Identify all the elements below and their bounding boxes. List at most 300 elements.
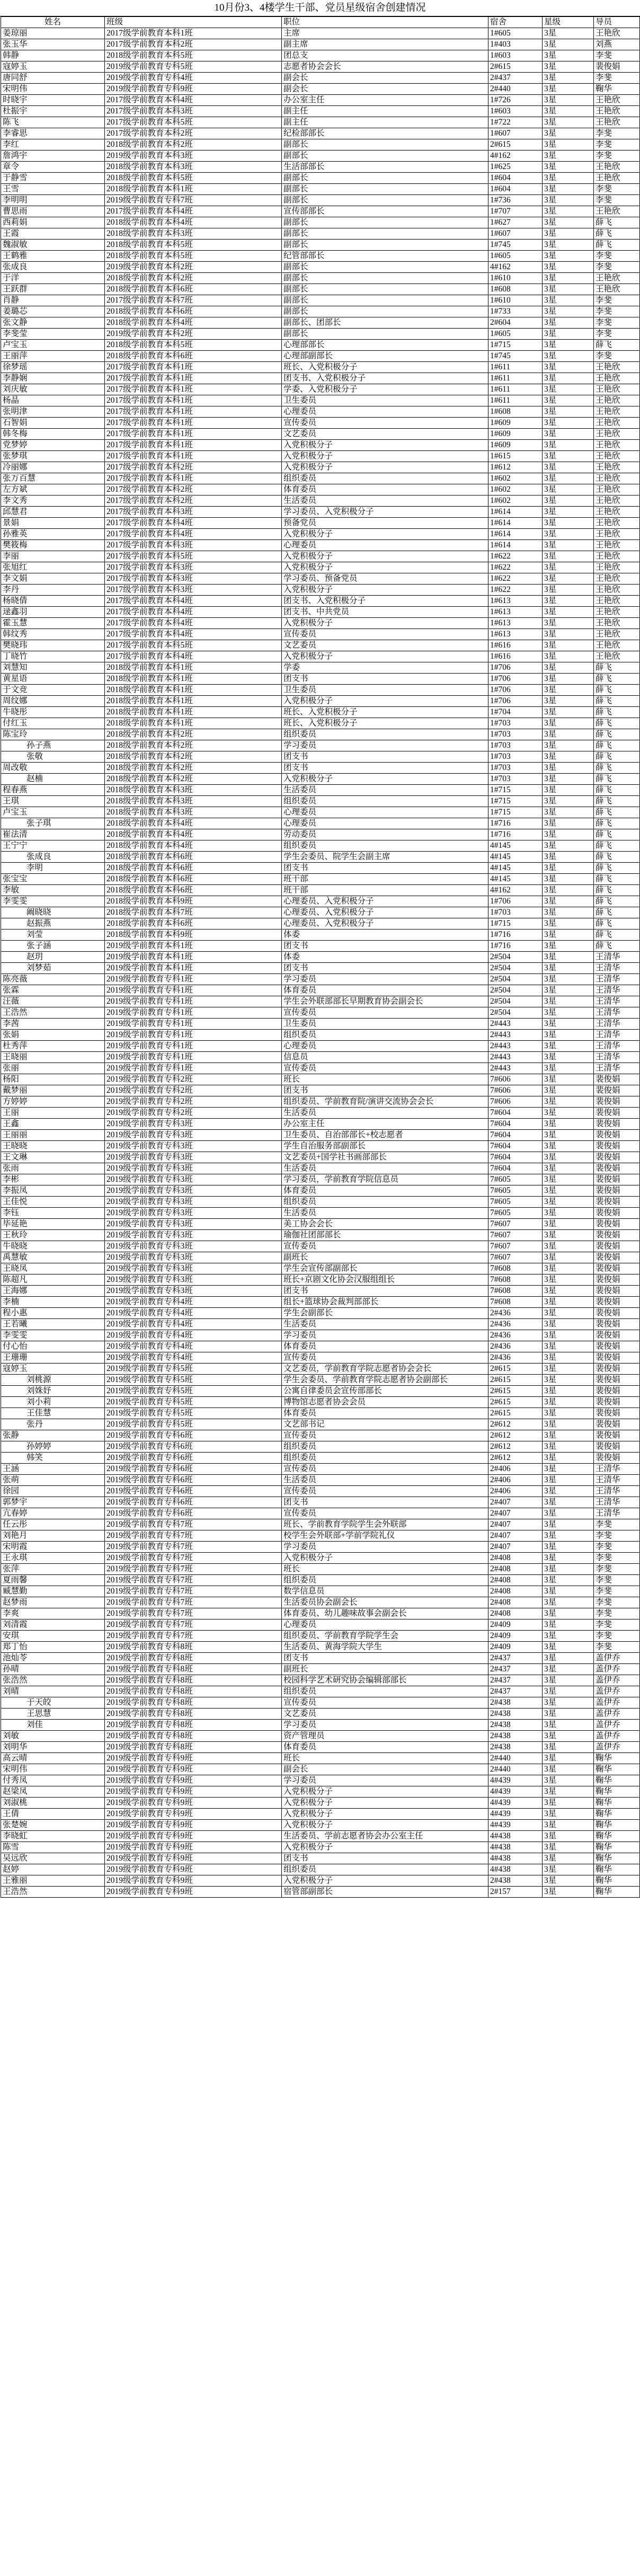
cell-dorm: 1#614 [488,518,543,529]
cell-class: 2019级学前教育专科4班 [105,73,282,84]
cell-dorm: 4#438 [488,1831,543,1842]
cell-name: 宋明霞 [1,1542,105,1553]
cell-star: 3星 [543,1686,594,1697]
cell-star: 3星 [543,696,594,707]
cell-counselor: 鞠华 [594,1864,640,1875]
cell-dorm: 2#408 [488,1564,543,1575]
table-row [1,1786,640,1798]
cell-star: 3星 [543,1775,594,1786]
cell-star: 3星 [543,1252,594,1263]
cell-class: 2018级学前教育本科2班 [105,763,282,774]
cell-dorm: 2#504 [488,1007,543,1019]
cell-star: 3星 [543,1631,594,1642]
table-row [1,1052,640,1063]
cell-class: 2017级学前教育本科1班 [105,373,282,384]
cell-name: 赵梁凤 [1,1786,105,1798]
cell-position: 学习委员 [282,1542,488,1553]
cell-name: 杜秀萍 [1,1041,105,1052]
cell-dorm: 7#604 [488,1163,543,1174]
cell-class: 2019级学前教育专科3班 [105,1174,282,1185]
cell-name: 王晓晓 [1,1141,105,1152]
cell-counselor: 鞠华 [594,84,640,95]
cell-star: 3星 [543,228,594,240]
table-row [1,1085,640,1096]
cell-dorm: 2#615 [488,1375,543,1386]
table-row [1,84,640,95]
cell-name: 逯鑫羽 [1,607,105,618]
cell-name: 王海娜 [1,1286,105,1297]
table-row [1,930,640,941]
cell-counselor: 王艳欣 [594,573,640,585]
cell-class: 2017级学前教育本科4班 [105,629,282,640]
cell-position: 团支书、入党积极分子 [282,596,488,607]
table-row [1,763,640,774]
cell-position: 生活委员 [282,1319,488,1330]
cell-star: 3星 [543,1319,594,1330]
cell-name: 王丽丽 [1,1130,105,1141]
cell-class: 2018级学前教育本科1班 [105,662,282,674]
table-row [1,540,640,551]
table-row [1,1364,640,1375]
cell-class: 2017级学前教育本科1班 [105,28,282,39]
cell-counselor: 裴俊娟 [594,1352,640,1364]
cell-class: 2019级学前教育专科1班 [105,1007,282,1019]
cell-position: 卫生委员 [282,1019,488,1030]
cell-name: 付心怡 [1,1341,105,1352]
cell-dorm: 2#408 [488,1553,543,1564]
cell-class: 2019级学前教育专科3班 [105,1141,282,1152]
cell-position: 副部长 [282,217,488,228]
table-row [1,907,640,918]
cell-position: 学习委员 [282,740,488,751]
cell-star: 3星 [543,540,594,551]
table-row [1,1197,640,1208]
cell-class: 2019级学前教育专科5班 [105,1375,282,1386]
cell-dorm: 2#407 [488,1542,543,1553]
cell-position: 心理委员 [282,540,488,551]
cell-class: 2019级学前教育专科9班 [105,1875,282,1887]
cell-star: 3星 [543,1096,594,1108]
table-row [1,1352,640,1364]
cell-counselor: 李斐 [594,1597,640,1608]
cell-star: 3星 [543,1208,594,1219]
cell-counselor: 鞠华 [594,1764,640,1775]
cell-position: 美工协会会长 [282,1219,488,1230]
cell-counselor: 李斐 [594,1542,640,1553]
cell-counselor: 裴俊娟 [594,1430,640,1441]
cell-counselor: 王清华 [594,1497,640,1508]
cell-star: 3星 [543,863,594,874]
cell-name: 章令 [1,162,105,173]
table-row [1,451,640,462]
cell-star: 3星 [543,573,594,585]
cell-dorm: 2#615 [488,1386,543,1397]
table-row [1,974,640,985]
cell-class: 2018级学前教育本科1班 [105,707,282,718]
cell-class: 2019级学前教育专科3班 [105,1152,282,1163]
cell-class: 2019级学前教育专科6班 [105,1497,282,1508]
cell-counselor: 王艳欣 [594,607,640,618]
cell-position: 学委、入党积极分子 [282,384,488,395]
cell-name: 于文竞 [1,685,105,696]
cell-dorm: 1#616 [488,640,543,651]
cell-counselor: 李斐 [594,1553,640,1564]
cell-star: 3星 [543,1753,594,1764]
cell-dorm: 1#716 [488,930,543,941]
cell-dorm: 2#437 [488,1653,543,1664]
cell-name: 王雪 [1,184,105,195]
cell-dorm: 1#614 [488,540,543,551]
cell-position: 入党积极分子 [282,618,488,629]
cell-dorm: 2#438 [488,1709,543,1720]
cell-counselor: 薛飞 [594,807,640,818]
cell-position: 副会长 [282,73,488,84]
cell-name: 王秋玲 [1,1230,105,1241]
table-row [1,1252,640,1263]
cell-dorm: 4#439 [488,1798,543,1809]
cell-dorm: 1#609 [488,440,543,451]
table-row [1,718,640,729]
cell-counselor: 裴俊娟 [594,1152,640,1163]
cell-star: 3星 [543,1274,594,1286]
column-header-star: 星级 [543,17,594,28]
cell-dorm: 2#443 [488,1063,543,1074]
cell-star: 3星 [543,1664,594,1675]
table-row [1,39,640,50]
cell-class: 2019级学前教育专科8班 [105,1709,282,1720]
cell-class: 2019级学前教育专科5班 [105,61,282,73]
cell-class: 2019级学前教育专科6班 [105,1441,282,1453]
cell-dorm: 1#602 [488,495,543,507]
cell-dorm: 7#606 [488,1096,543,1108]
cell-class: 2019级学前教育专科7班 [105,1530,282,1542]
cell-dorm: 2#615 [488,1408,543,1419]
cell-star: 3星 [543,1731,594,1742]
cell-dorm: 1#627 [488,217,543,228]
cell-star: 3星 [543,1508,594,1519]
cell-counselor: 鞠华 [594,1887,640,1898]
cell-position: 卫生委员 [282,685,488,696]
cell-star: 3星 [543,173,594,184]
cell-position: 入党积极分子 [282,774,488,785]
table-row [1,785,640,796]
cell-dorm: 2#438 [488,1742,543,1753]
cell-position: 宣传委员 [282,1352,488,1364]
cell-star: 3星 [543,1553,594,1564]
cell-star: 3星 [543,818,594,829]
cell-dorm: 2#409 [488,1619,543,1631]
table-row [1,1386,640,1397]
cell-star: 3星 [543,751,594,763]
cell-class: 2019级学前教育专科2班 [105,1074,282,1085]
cell-position: 团支书 [282,863,488,874]
cell-name: 牛晓晓 [1,1241,105,1252]
cell-counselor: 薛飞 [594,818,640,829]
table-row [1,1263,640,1274]
cell-class: 2019级学前教育本科1班 [105,963,282,974]
cell-class: 2017级学前教育本科3班 [105,562,282,573]
cell-name: 张敬 [1,751,105,763]
cell-name: 于天皎 [1,1697,105,1709]
cell-dorm: 1#622 [488,573,543,585]
cell-counselor: 裴俊娟 [594,1208,640,1219]
cell-class: 2019级学前教育专科3班 [105,1130,282,1141]
cell-name: 阚晓晓 [1,907,105,918]
cell-name: 张浩然 [1,1675,105,1686]
cell-counselor: 薛飞 [594,907,640,918]
cell-dorm: 1#715 [488,807,543,818]
cell-position: 体育委员 [282,484,488,495]
cell-class: 2018级学前教育本科1班 [105,184,282,195]
table-row [1,1508,640,1519]
cell-counselor: 王清华 [594,1019,640,1030]
cell-dorm: 1#613 [488,629,543,640]
cell-position: 学习委员 [282,1330,488,1341]
cell-star: 3星 [543,1030,594,1041]
table-row [1,440,640,451]
cell-counselor: 王艳欣 [594,585,640,596]
cell-dorm: 2#504 [488,985,543,996]
cell-counselor: 王艳欣 [594,518,640,529]
table-row [1,607,640,618]
cell-counselor: 裴俊娟 [594,1230,640,1241]
cell-star: 3星 [543,384,594,395]
cell-star: 3星 [543,262,594,273]
table-row [1,1820,640,1831]
cell-star: 3星 [543,1675,594,1686]
cell-counselor: 裴俊娟 [594,1074,640,1085]
cell-name: 任云彤 [1,1519,105,1530]
cell-star: 3星 [543,395,594,406]
cell-dorm: 1#716 [488,941,543,952]
cell-position: 心理委员 [282,818,488,829]
cell-class: 2019级学前教育专科4班 [105,1352,282,1364]
cell-name: 孙晴 [1,1664,105,1675]
cell-name: 王浩然 [1,1007,105,1019]
cell-dorm: 4#145 [488,840,543,852]
cell-counselor: 鞠华 [594,1820,640,1831]
cell-position: 副部长 [282,273,488,284]
cell-position: 宣传委员 [282,418,488,429]
cell-counselor: 裴俊娟 [594,1197,640,1208]
cell-name: 张万百慧 [1,473,105,484]
cell-counselor: 李斐 [594,128,640,139]
cell-name: 刘晴 [1,1686,105,1697]
cell-dorm: 1#616 [488,651,543,662]
table-row [1,1319,640,1330]
cell-position: 副部长 [282,228,488,240]
cell-counselor: 薛飞 [594,674,640,685]
cell-star: 3星 [543,1119,594,1130]
table-row [1,1019,640,1030]
cell-name: 刘慧知 [1,662,105,674]
cell-star: 3星 [543,651,594,662]
cell-name: 高云晴 [1,1753,105,1764]
cell-counselor: 薛飞 [594,217,640,228]
table-row [1,106,640,117]
cell-counselor: 王清华 [594,963,640,974]
cell-class: 2019级学前教育专科3班 [105,1252,282,1263]
cell-star: 3星 [543,1586,594,1597]
table-row [1,963,640,974]
cell-star: 3星 [543,1464,594,1475]
cell-counselor: 盖伊乔 [594,1653,640,1664]
table-row [1,1631,640,1642]
cell-dorm: 1#607 [488,128,543,139]
cell-counselor: 王艳欣 [594,284,640,295]
table-row [1,262,640,273]
cell-dorm: 1#612 [488,462,543,473]
cell-position: 校学生会外联部+学前学院礼仪 [282,1530,488,1542]
cell-position: 入党积极分子 [282,562,488,573]
cell-counselor: 王清华 [594,1475,640,1486]
table-row [1,662,640,674]
cell-position: 心理委员、入党积极分子 [282,918,488,930]
cell-dorm: 2#440 [488,1753,543,1764]
cell-dorm: 1#611 [488,395,543,406]
cell-star: 3星 [543,896,594,907]
cell-position: 卫生委员 [282,395,488,406]
cell-class: 2019级学前教育专科9班 [105,1775,282,1786]
cell-name: 毕延艳 [1,1219,105,1230]
cell-star: 3星 [543,840,594,852]
cell-counselor: 李斐 [594,1642,640,1653]
cell-star: 3星 [543,1453,594,1464]
header-row [1,17,640,28]
cell-counselor: 薛飞 [594,729,640,740]
cell-counselor: 王艳欣 [594,362,640,373]
cell-name: 赵振燕 [1,918,105,930]
cell-class: 2019级学前教育本科2班 [105,329,282,340]
cell-name: 臧慧勤 [1,1586,105,1597]
cell-star: 3星 [543,1375,594,1386]
cell-dorm: 4#438 [488,1864,543,1875]
cell-class: 2017级学前教育本科3班 [105,540,282,551]
table-row [1,985,640,996]
cell-name: 徐梦瑶 [1,362,105,373]
cell-dorm: 4#439 [488,1820,543,1831]
cell-star: 3星 [543,61,594,73]
cell-counselor: 王艳欣 [594,395,640,406]
cell-star: 3星 [543,295,594,306]
cell-star: 3星 [543,362,594,373]
table-row [1,1575,640,1586]
table-row [1,751,640,763]
cell-position: 班干部 [282,885,488,896]
cell-dorm: 2#438 [488,1720,543,1731]
cell-name: 李文秀 [1,495,105,507]
table-row [1,1430,640,1441]
cell-position: 组织委员 [282,1686,488,1697]
cell-star: 3星 [543,1108,594,1119]
cell-counselor: 王艳欣 [594,451,640,462]
cell-dorm: 2#409 [488,1631,543,1642]
cell-position: 副部长 [282,262,488,273]
cell-position: 团支书 [282,1286,488,1297]
cell-class: 2019级学前教育专科5班 [105,1364,282,1375]
cell-dorm: 2#407 [488,1530,543,1542]
cell-name: 李明明 [1,195,105,206]
cell-position: 副部长 [282,139,488,151]
cell-class: 2019级学前教育专科7班 [105,1575,282,1586]
cell-class: 2017级学前教育本科2班 [105,495,282,507]
cell-class: 2019级学前教育专科8班 [105,1697,282,1709]
cell-dorm: 1#707 [488,206,543,217]
cell-counselor: 李斐 [594,73,640,84]
cell-dorm: 2#615 [488,1397,543,1408]
cell-dorm: 7#607 [488,1219,543,1230]
cell-position: 副部长 [282,184,488,195]
cell-dorm: 2#408 [488,1575,543,1586]
cell-class: 2017级学前教育本科5班 [105,551,282,562]
cell-class: 2018级学前教育本科2班 [105,774,282,785]
table-row [1,740,640,751]
cell-star: 3星 [543,585,594,596]
cell-counselor: 裴俊娟 [594,1364,640,1375]
cell-dorm: 2#504 [488,974,543,985]
column-header-position: 职位 [282,17,488,28]
cell-star: 3星 [543,128,594,139]
cell-class: 2019级学前教育专科9班 [105,84,282,95]
cell-star: 3星 [543,551,594,562]
cell-position: 宣传部部长 [282,206,488,217]
cell-position: 宣传委员 [282,1486,488,1497]
cell-counselor: 裴俊娟 [594,1263,640,1274]
table-row [1,484,640,495]
cell-position: 入党积极分子 [282,529,488,540]
cell-dorm: 2#436 [488,1308,543,1319]
cell-dorm: 7#605 [488,1208,543,1219]
cell-position: 团支书 [282,751,488,763]
cell-name: 卢宝玉 [1,340,105,351]
cell-name: 王若曦 [1,1319,105,1330]
cell-counselor: 王艳欣 [594,373,640,384]
table-row [1,1297,640,1308]
cell-position: 学习委员 [282,1720,488,1731]
cell-class: 2019级学前教育专科3班 [105,1241,282,1252]
cell-position: 办公室主任 [282,95,488,106]
cell-name: 刘艳月 [1,1530,105,1542]
cell-position: 宿管部副部长 [282,1887,488,1898]
cell-dorm: 2#438 [488,1697,543,1709]
cell-dorm: 2#438 [488,1875,543,1887]
table-row [1,674,640,685]
cell-class: 2019级学前教育专科8班 [105,1731,282,1742]
cell-position: 副部长 [282,195,488,206]
cell-name: 赵梦雨 [1,1597,105,1608]
cell-class: 2019级学前教育本科1班 [105,941,282,952]
cell-star: 3星 [543,1853,594,1864]
cell-dorm: 2#440 [488,1764,543,1775]
table-row [1,896,640,907]
table-row [1,473,640,484]
cell-counselor: 李斐 [594,295,640,306]
cell-class: 2019级学前教育专科2班 [105,1108,282,1119]
cell-name: 刘莹 [1,930,105,941]
cell-position: 团支书、中共党员 [282,607,488,618]
cell-position: 生活委员、黄海学院大学生 [282,1642,488,1653]
cell-class: 2019级学前教育专科5班 [105,1419,282,1430]
cell-position: 学习委员 [282,974,488,985]
cell-dorm: 2#437 [488,1664,543,1675]
cell-class: 2018级学前教育本科4班 [105,217,282,228]
cell-position: 预备党员 [282,518,488,529]
cell-class: 2019级学前教育专科7班 [105,1631,282,1642]
table-row [1,61,640,73]
cell-counselor: 薛飞 [594,796,640,807]
cell-dorm: 1#603 [488,50,543,61]
cell-position: 生活委员 [282,1208,488,1219]
